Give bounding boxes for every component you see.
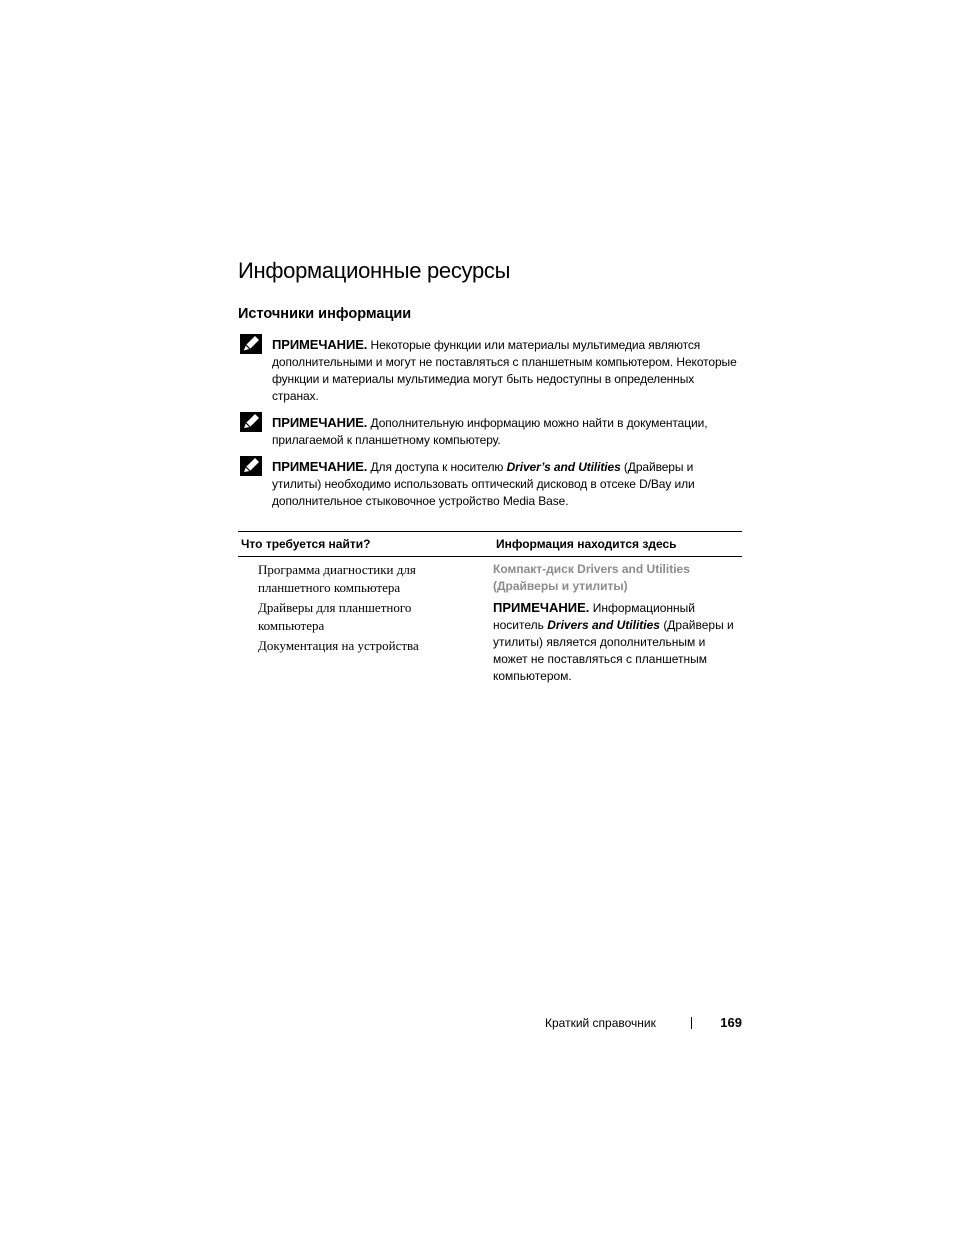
info-table [238, 531, 742, 685]
note-1 [240, 336, 740, 405]
footer-title: Краткий справочник [545, 1016, 656, 1030]
list-item: Документация на устройства [258, 638, 419, 653]
table-row [238, 557, 742, 685]
note-text-after: (Драйверы и утилиты) является дополнительным и может не поставляться с планшетным компьютером. [493, 618, 734, 683]
note-text-before: Информационный носитель [493, 601, 695, 632]
note-label: ПРИМЕЧАНИЕ. [272, 337, 368, 352]
table-header [238, 532, 742, 557]
items-list [238, 561, 493, 685]
page-title: Информационные ресурсы [238, 258, 511, 283]
list-item: Драйверы для планшетного компьютера [258, 600, 412, 633]
media-name: Driver’s and Utilities [506, 460, 621, 474]
section-title: Источники информации [238, 306, 412, 322]
cd-title-link[interactable]: Компакт-диск Drivers and Utilities (Драйверы и утилиты) [493, 562, 690, 593]
page-number: 169 [720, 1015, 742, 1030]
note-label: ПРИМЕЧАНИЕ. [272, 459, 368, 474]
note-2 [240, 414, 740, 449]
media-name: Drivers and Utilities [547, 618, 660, 632]
pencil-note-icon [240, 412, 262, 432]
footer-divider [691, 1017, 692, 1029]
note-label: ПРИМЕЧАНИЕ. [272, 415, 368, 430]
info-source [493, 561, 742, 685]
list-item: Программа диагностики для планшетного компьютера [258, 562, 416, 595]
note-label: ПРИМЕЧАНИЕ. [493, 600, 590, 615]
note-text: Дополнительную информацию можно найти в документации, прилагаемой к планшетному компьютеру. [272, 416, 708, 447]
cd-note [493, 599, 742, 685]
pencil-note-icon [240, 456, 262, 476]
note-text-before: Для доступа к носителю [370, 460, 504, 474]
note-text: Некоторые функции или материалы мультимедиа являются дополнительными и могут не поставляться с планшетным компьютером. Некоторые функции и материалы мультимедиа могут быть недоступны в определенных странах. [272, 338, 737, 403]
note-text-after: (Драйверы и утилиты) необходимо использовать оптический дисковод в отсеке D/Bay или дополнительное стыковочное устройство Media Base. [272, 460, 695, 508]
header-what-to-find: Что требуется найти? [241, 537, 371, 551]
header-where-found: Информация находится здесь [496, 537, 677, 551]
pencil-note-icon [240, 334, 262, 354]
note-3 [240, 458, 740, 510]
